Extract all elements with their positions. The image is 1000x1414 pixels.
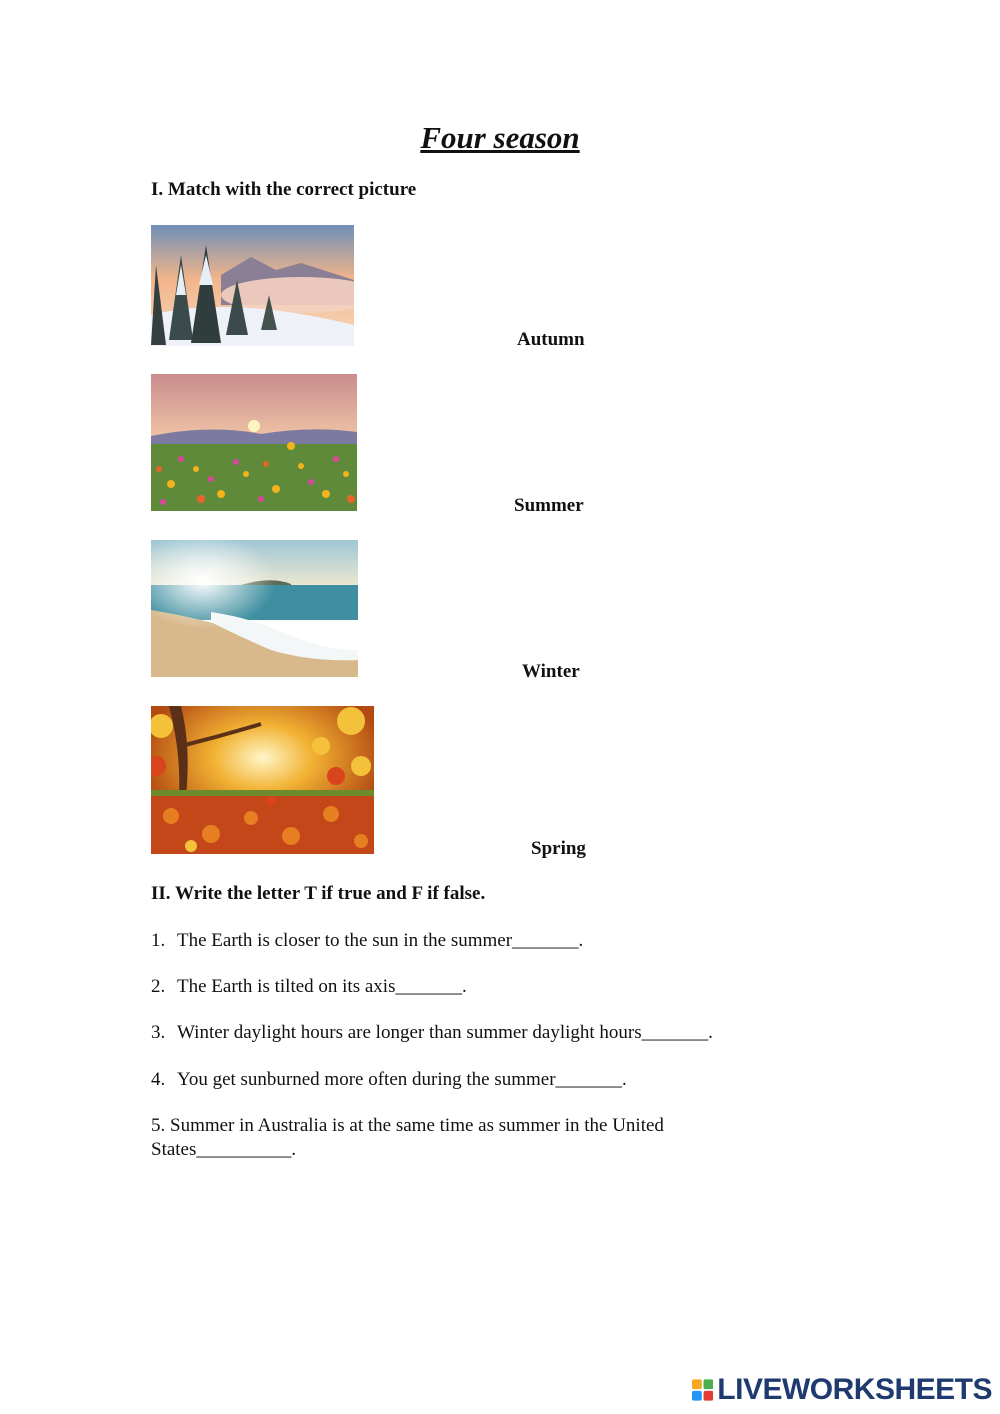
question-text[interactable]: The Earth is closer to the sun in the summer_______. bbox=[177, 930, 584, 951]
question-2 bbox=[151, 975, 467, 999]
autumn-leaves-image bbox=[151, 706, 374, 854]
question-4 bbox=[151, 1068, 627, 1092]
label-winter[interactable]: Winter bbox=[522, 661, 580, 682]
question-number: 5. bbox=[151, 1115, 166, 1136]
question-number: 3. bbox=[151, 1022, 166, 1043]
question-number: 2. bbox=[151, 976, 166, 997]
autumn-picture[interactable] bbox=[151, 706, 374, 854]
logo-text: LIVEWORKSHEETS bbox=[717, 1373, 992, 1406]
question-text[interactable]: Winter daylight hours are longer than summer daylight hours_______. bbox=[177, 1022, 713, 1043]
winter-picture[interactable] bbox=[151, 225, 354, 346]
section-1-heading: I. Match with the correct picture bbox=[151, 179, 417, 200]
flower-meadow-image bbox=[151, 374, 357, 511]
question-text[interactable]: You get sunburned more often during the summer_______. bbox=[177, 1069, 627, 1090]
question-text[interactable]: The Earth is tilted on its axis_______. bbox=[177, 976, 467, 997]
question-3 bbox=[151, 1021, 713, 1045]
label-spring[interactable]: Spring bbox=[531, 838, 586, 859]
question-5 bbox=[151, 1114, 711, 1162]
question-text[interactable]: Summer in Australia is at the same time as summer in the United States__________. bbox=[151, 1115, 664, 1160]
liveworksheets-logo-icon bbox=[692, 1378, 713, 1402]
spring-picture[interactable] bbox=[151, 374, 357, 511]
question-1 bbox=[151, 929, 583, 953]
summer-picture[interactable] bbox=[151, 540, 358, 677]
label-summer[interactable]: Summer bbox=[514, 495, 584, 516]
question-number: 1. bbox=[151, 930, 166, 951]
beach-image bbox=[151, 540, 358, 677]
question-number: 4. bbox=[151, 1069, 166, 1090]
page-title: Four season bbox=[420, 120, 580, 155]
label-autumn[interactable]: Autumn bbox=[517, 329, 585, 350]
winter-landscape-image bbox=[151, 225, 354, 346]
liveworksheets-logo[interactable] bbox=[692, 1372, 992, 1408]
section-2-heading: II. Write the letter T if true and F if false. bbox=[151, 883, 486, 904]
